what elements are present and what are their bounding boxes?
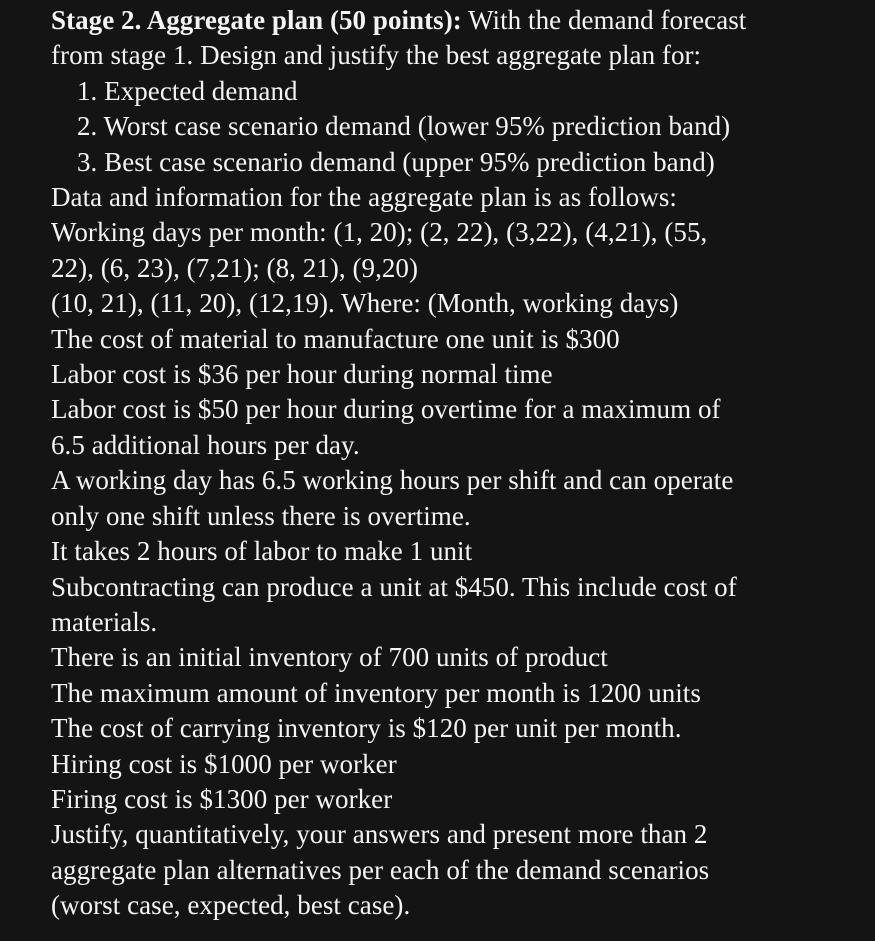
list-item-worst-case: 2. Worst case scenario demand (lower 95% prediction band)	[77, 111, 731, 142]
body-line: Labor cost is $36 per hour during normal time	[51, 359, 553, 390]
body-line: Data and information for the aggregate plan is as follows:	[51, 182, 677, 213]
body-line: Justify, quantitatively, your answers and present more than 2	[51, 819, 708, 850]
body-line: Subcontracting can produce a unit at $450. This include cost of	[51, 571, 737, 602]
body-line: The cost of carrying inventory is $120 per unit per month.	[51, 713, 682, 744]
body-line: (10, 21), (11, 20), (12,19). Where: (Month, working days)	[51, 288, 679, 319]
body-line: Working days per month: (1, 20); (2, 22), (3,22), (4,21), (55,	[51, 217, 708, 248]
body-line: Firing cost is $1300 per worker	[51, 783, 393, 814]
body-line: The maximum amount of inventory per month is 1200 units	[51, 677, 701, 708]
body-line: It takes 2 hours of labor to make 1 unit	[51, 536, 473, 567]
body-line: A working day has 6.5 working hours per shift and can operate	[51, 465, 734, 496]
list-item-best-case: 3. Best case scenario demand (upper 95% prediction band)	[77, 146, 715, 177]
body-line: only one shift unless there is overtime.	[51, 500, 471, 531]
heading-line-2: from stage 1. Design and justify the best aggregate plan for:	[51, 40, 702, 71]
body-line: Labor cost is $50 per hour during overtime for a maximum of	[51, 394, 721, 425]
body-line: Hiring cost is $1000 per worker	[51, 748, 397, 779]
heading-line-1	[51, 3, 851, 38]
body-line: (worst case, expected, best case).	[51, 890, 411, 921]
body-line: materials.	[51, 606, 158, 637]
document-text	[51, 3, 851, 924]
body-line: 22), (6, 23), (7,21); (8, 21), (9,20)	[51, 252, 419, 283]
stage-heading: Stage 2. Aggregate plan (50 points):	[51, 5, 462, 35]
body-line: aggregate plan alternatives per each of the demand scenarios	[51, 854, 710, 885]
body-line: The cost of material to manufacture one unit is $300	[51, 323, 620, 354]
body-line: There is an initial inventory of 700 units of product	[51, 642, 608, 673]
body-line: 6.5 additional hours per day.	[51, 429, 360, 460]
heading-text: With the demand forecast	[461, 5, 747, 35]
list-item-expected: 1. Expected demand	[77, 75, 298, 106]
